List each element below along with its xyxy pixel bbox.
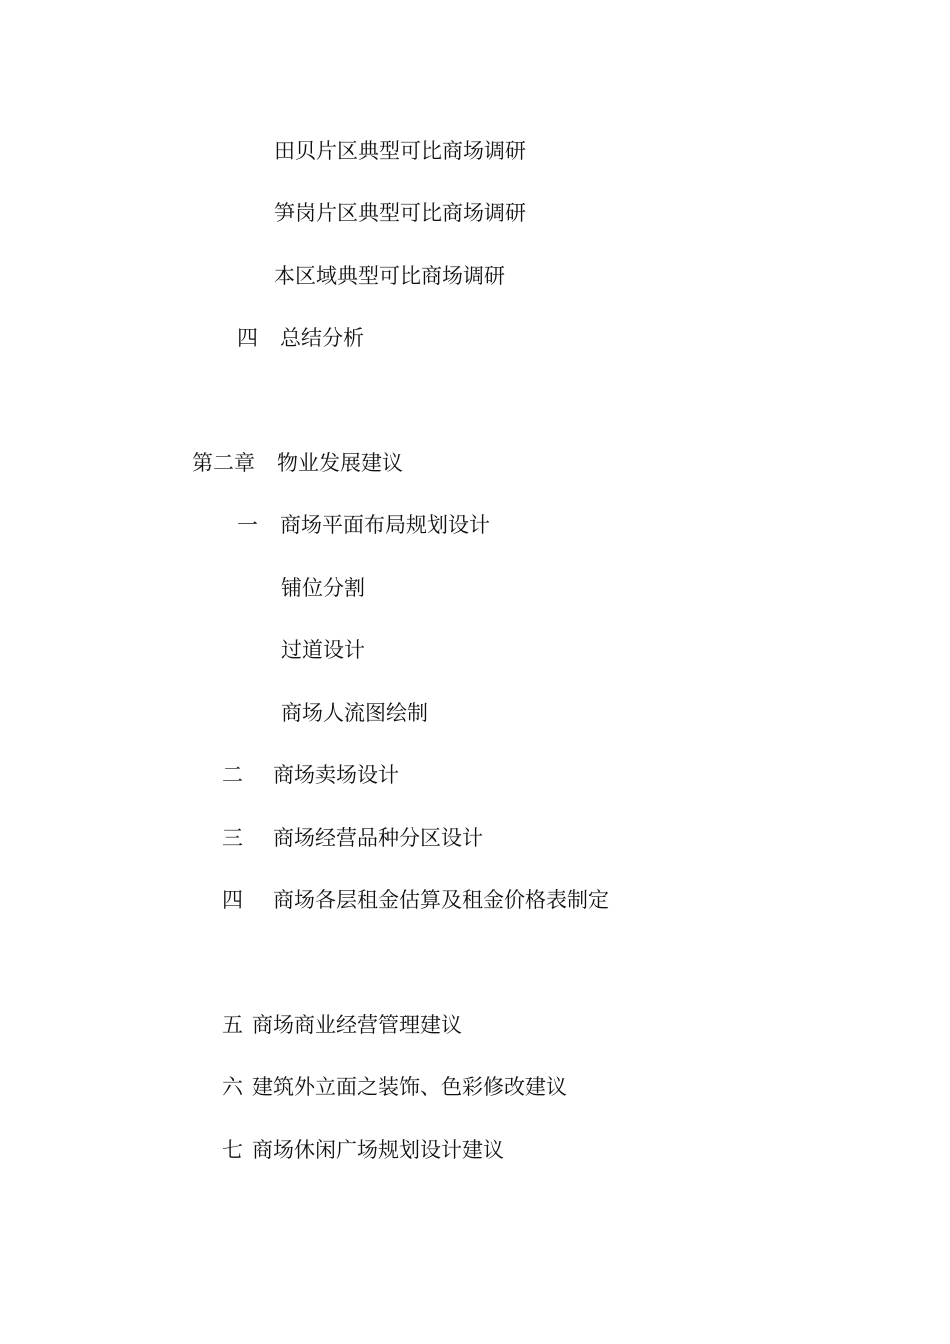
toc-section: [222, 761, 399, 789]
section-title: 商场休闲广场规划设计建议: [252, 1138, 504, 1162]
section-title: 总结分析: [280, 326, 364, 350]
section-number: 一: [237, 513, 258, 537]
toc-item: 本区域典型可比商场调研: [274, 264, 505, 288]
toc-item: 铺位分割: [281, 576, 365, 600]
section-number: 五: [222, 1013, 243, 1037]
section-title: 建筑外立面之装饰、色彩修改建议: [252, 1075, 567, 1099]
section-number: 二: [222, 763, 243, 787]
section-number: 三: [222, 826, 243, 850]
chapter-heading: [192, 449, 403, 477]
toc-section: [222, 824, 483, 852]
section-title: 商场经营品种分区设计: [273, 826, 483, 850]
toc-section: [237, 324, 364, 352]
toc-section: [222, 1136, 504, 1164]
section-title: 商场各层租金估算及租金价格表制定: [273, 888, 609, 912]
section-title: 商场平面布局规划设计: [280, 513, 490, 537]
section-title: 商场商业经营管理建议: [252, 1013, 462, 1037]
toc-section: [237, 511, 490, 539]
toc-item: 过道设计: [281, 638, 365, 662]
section-number: 四: [222, 888, 243, 912]
toc-section: [222, 1073, 567, 1101]
section-number: 四: [237, 326, 258, 350]
section-title: 商场卖场设计: [273, 763, 399, 787]
chapter-number: 第二章: [192, 451, 255, 475]
toc-item: 田贝片区典型可比商场调研: [274, 139, 526, 163]
chapter-title: 物业发展建议: [277, 451, 403, 475]
toc-item: 商场人流图绘制: [281, 701, 428, 725]
toc-section: [222, 1011, 462, 1039]
section-number: 七: [222, 1138, 243, 1162]
toc-section: [222, 886, 609, 914]
toc-item: 笋岗片区典型可比商场调研: [274, 201, 526, 225]
section-number: 六: [222, 1075, 243, 1099]
